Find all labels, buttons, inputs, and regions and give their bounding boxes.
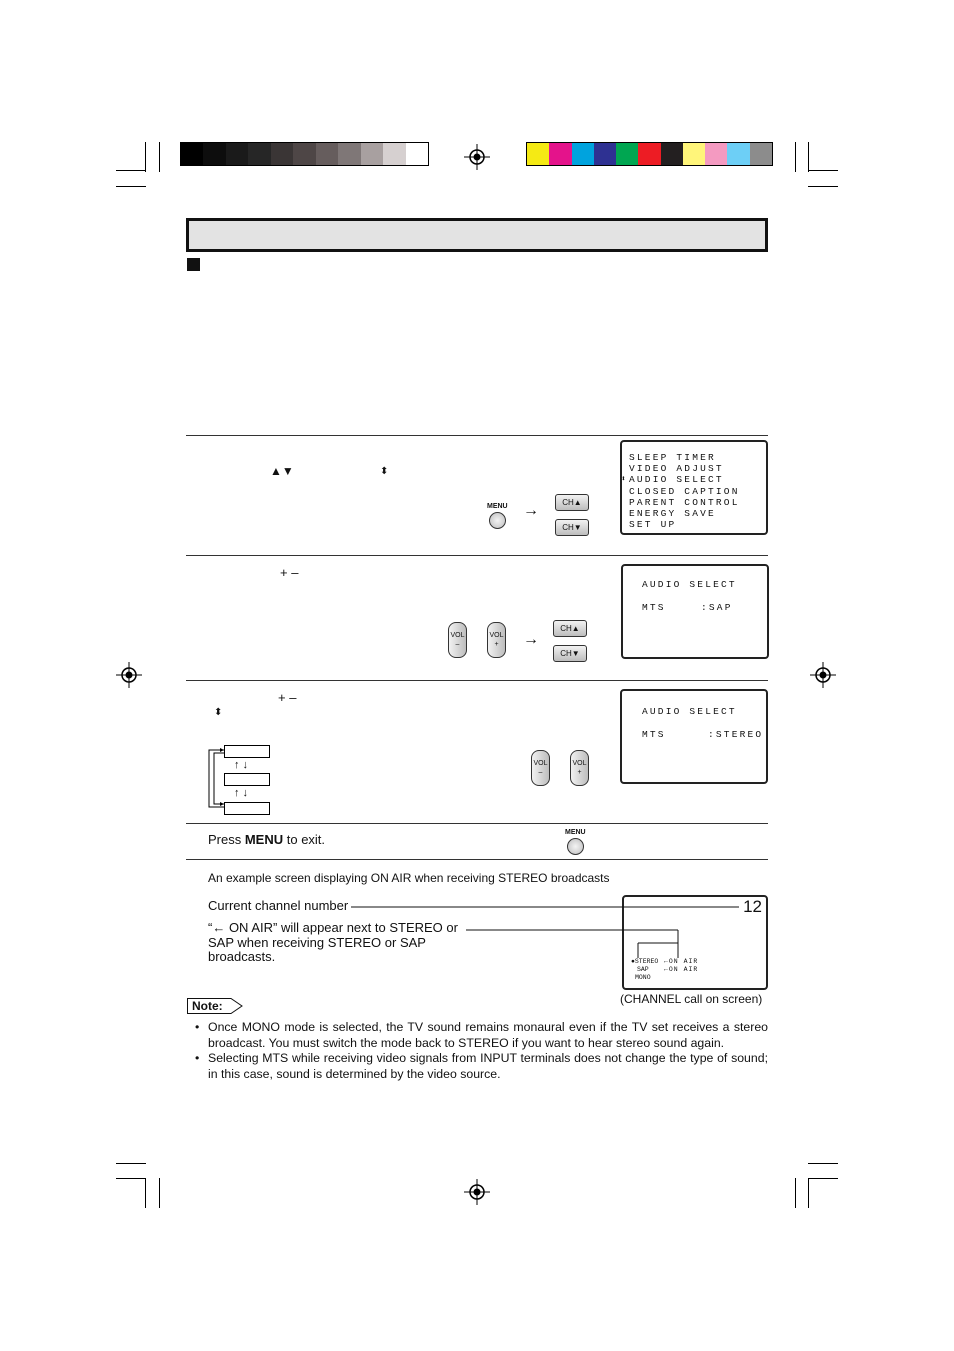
color-swatch bbox=[638, 143, 660, 165]
menu-button-label: MENU bbox=[487, 503, 508, 510]
color-swatch bbox=[226, 143, 248, 165]
section-header-bar bbox=[186, 218, 768, 252]
menu-item-label: AUDIO SELECT bbox=[629, 474, 724, 486]
color-swatch bbox=[406, 143, 428, 165]
color-swatch bbox=[271, 143, 293, 165]
channel-up-button[interactable]: CH▲ bbox=[553, 620, 587, 637]
cycle-arrows: ↑ ↓ bbox=[234, 787, 249, 799]
menu-item-label: ENERGY SAVE bbox=[629, 508, 716, 520]
note-label: Note: bbox=[192, 999, 223, 1013]
up-down-triangles-icon: ▲▼ bbox=[270, 464, 294, 478]
menu-button-label: MENU bbox=[565, 829, 586, 836]
vol-minus-top: VOL bbox=[533, 760, 548, 767]
audio-select-stereo-screen bbox=[620, 689, 768, 784]
color-swatch bbox=[572, 143, 594, 165]
osd-title: AUDIO SELECT bbox=[642, 706, 737, 717]
menu-cursor-icon: ⬍ bbox=[621, 475, 626, 485]
on-air-note: “← ON AIR” will appear next to STEREO or SAP when receiving STEREO or SAP broadcasts. bbox=[208, 920, 458, 965]
example-caption: An example screen displaying ON AIR when receiving STEREO broadcasts bbox=[208, 871, 610, 885]
on-air-stereo: ←ON AIR bbox=[664, 958, 699, 965]
color-swatch bbox=[727, 143, 749, 165]
process-color-bar bbox=[526, 142, 773, 166]
vol-minus-bottom: – bbox=[455, 641, 460, 648]
color-swatch bbox=[338, 143, 360, 165]
vol-minus-top: VOL bbox=[450, 632, 465, 639]
vol-plus-bottom: + bbox=[577, 769, 582, 776]
menu-item-label: SLEEP TIMER bbox=[629, 452, 716, 463]
color-swatch bbox=[527, 143, 549, 165]
press-text: Press bbox=[208, 832, 245, 847]
volume-down-button[interactable] bbox=[448, 622, 467, 658]
osd-mts-value: :SAP bbox=[701, 602, 733, 613]
audio-select-sap-screen bbox=[621, 564, 769, 659]
color-swatch bbox=[181, 143, 203, 165]
note-text: Selecting MTS while receiving video signals from INPUT terminals does not change the type of sound; in this case, sound is determined by the video source. bbox=[208, 1051, 768, 1081]
color-swatch bbox=[594, 143, 616, 165]
menu-item-label: VIDEO ADJUST bbox=[629, 463, 724, 475]
arrow-right-icon: → bbox=[523, 631, 539, 648]
channel-number-label: Current channel number bbox=[208, 898, 351, 913]
color-swatch bbox=[203, 143, 225, 165]
mode-cycle-diagram bbox=[205, 742, 275, 817]
color-swatch bbox=[293, 143, 315, 165]
divider bbox=[186, 680, 768, 681]
note-list bbox=[192, 1020, 768, 1082]
callout-lines bbox=[340, 895, 760, 975]
note-item: • Selecting MTS while receiving video signals from INPUT terminals does not change the type of sound; in this case, sound is determined by the video source. bbox=[195, 1051, 768, 1081]
color-swatch bbox=[383, 143, 405, 165]
menu-item-label: PARENT CONTROL bbox=[629, 496, 740, 508]
registration-mark-icon bbox=[464, 144, 490, 170]
menu-item bbox=[629, 497, 740, 508]
menu-button[interactable] bbox=[567, 838, 584, 855]
note-text: Once MONO mode is selected, the TV sound remains monaural even if the TV set receives a stereo broadcast. You must switch the mode back to STEREO if you want to hear stereo sound again. bbox=[208, 1020, 768, 1050]
osd-title: AUDIO SELECT bbox=[642, 579, 737, 590]
color-swatch bbox=[705, 143, 727, 165]
screen-caption: (CHANNEL call on screen) bbox=[620, 992, 763, 1006]
color-swatch bbox=[316, 143, 338, 165]
color-swatch bbox=[683, 143, 705, 165]
mode-stereo: ●STEREO bbox=[631, 958, 659, 965]
mode-sap: SAP bbox=[637, 966, 649, 973]
menu-item-label: CLOSED CAPTION bbox=[629, 485, 740, 497]
mode-mono: MONO bbox=[635, 974, 651, 981]
menu-item-label: SET UP bbox=[629, 519, 677, 531]
volume-up-button[interactable] bbox=[570, 750, 589, 786]
menu-item bbox=[629, 519, 740, 530]
updown-icon: ⬍ bbox=[380, 466, 389, 477]
divider bbox=[186, 823, 768, 824]
divider bbox=[186, 859, 768, 860]
volume-down-button[interactable] bbox=[531, 750, 550, 786]
registration-mark-icon bbox=[810, 662, 836, 688]
osd-mts-label: MTS bbox=[642, 729, 666, 740]
exit-instruction bbox=[208, 832, 325, 847]
menu-item bbox=[629, 463, 740, 474]
gray-color-bar bbox=[180, 142, 429, 166]
menu-screen bbox=[620, 440, 768, 535]
mode-box-mono bbox=[224, 802, 270, 815]
vol-minus-bottom: – bbox=[538, 769, 543, 776]
note-tag bbox=[187, 998, 243, 1014]
volume-up-button[interactable] bbox=[487, 622, 506, 658]
registration-mark-icon bbox=[464, 1179, 490, 1205]
color-swatch bbox=[750, 143, 772, 165]
channel-down-button[interactable]: CH▼ bbox=[553, 645, 587, 662]
channel-down-button[interactable]: CH▼ bbox=[555, 519, 589, 536]
menu-button[interactable] bbox=[489, 512, 506, 529]
updown-icon: ⬍ bbox=[214, 707, 223, 718]
vol-plus-bottom: + bbox=[494, 641, 499, 648]
exit-text: to exit. bbox=[283, 832, 326, 847]
vol-plus-top: VOL bbox=[489, 632, 504, 639]
channel-number: 12 bbox=[743, 897, 762, 916]
menu-keyword: MENU bbox=[244, 832, 284, 847]
color-swatch bbox=[616, 143, 638, 165]
color-swatch bbox=[361, 143, 383, 165]
osd-mts-value: :STEREO bbox=[708, 729, 764, 740]
arrow-right-icon: → bbox=[523, 502, 539, 519]
vol-plus-top: VOL bbox=[572, 760, 587, 767]
color-swatch bbox=[661, 143, 683, 165]
divider bbox=[186, 435, 768, 436]
menu-item bbox=[629, 452, 740, 463]
cycle-arrows: ↑ ↓ bbox=[234, 759, 249, 771]
plus-minus-label: + – bbox=[280, 565, 299, 580]
menu-item bbox=[621, 474, 740, 486]
osd-mts-label: MTS bbox=[642, 602, 666, 613]
color-swatch bbox=[248, 143, 270, 165]
mode-box-stereo bbox=[224, 745, 270, 758]
mode-box-sap bbox=[224, 773, 270, 786]
registration-mark-icon bbox=[116, 662, 142, 688]
channel-up-button[interactable]: CH▲ bbox=[555, 494, 589, 511]
plus-minus-label: + – bbox=[278, 690, 297, 705]
divider bbox=[186, 555, 768, 556]
color-swatch bbox=[549, 143, 571, 165]
cycle-return-lines bbox=[205, 742, 227, 817]
menu-item bbox=[629, 508, 740, 519]
on-air-sap: ←ON AIR bbox=[664, 966, 699, 973]
section-square-icon bbox=[187, 258, 200, 271]
menu-item bbox=[629, 486, 740, 497]
note-item: • Once MONO mode is selected, the TV sound remains monaural even if the TV set receives a stereo broadcast. You must switch the mode back to STEREO if you want to hear stereo sound again. bbox=[195, 1020, 768, 1050]
